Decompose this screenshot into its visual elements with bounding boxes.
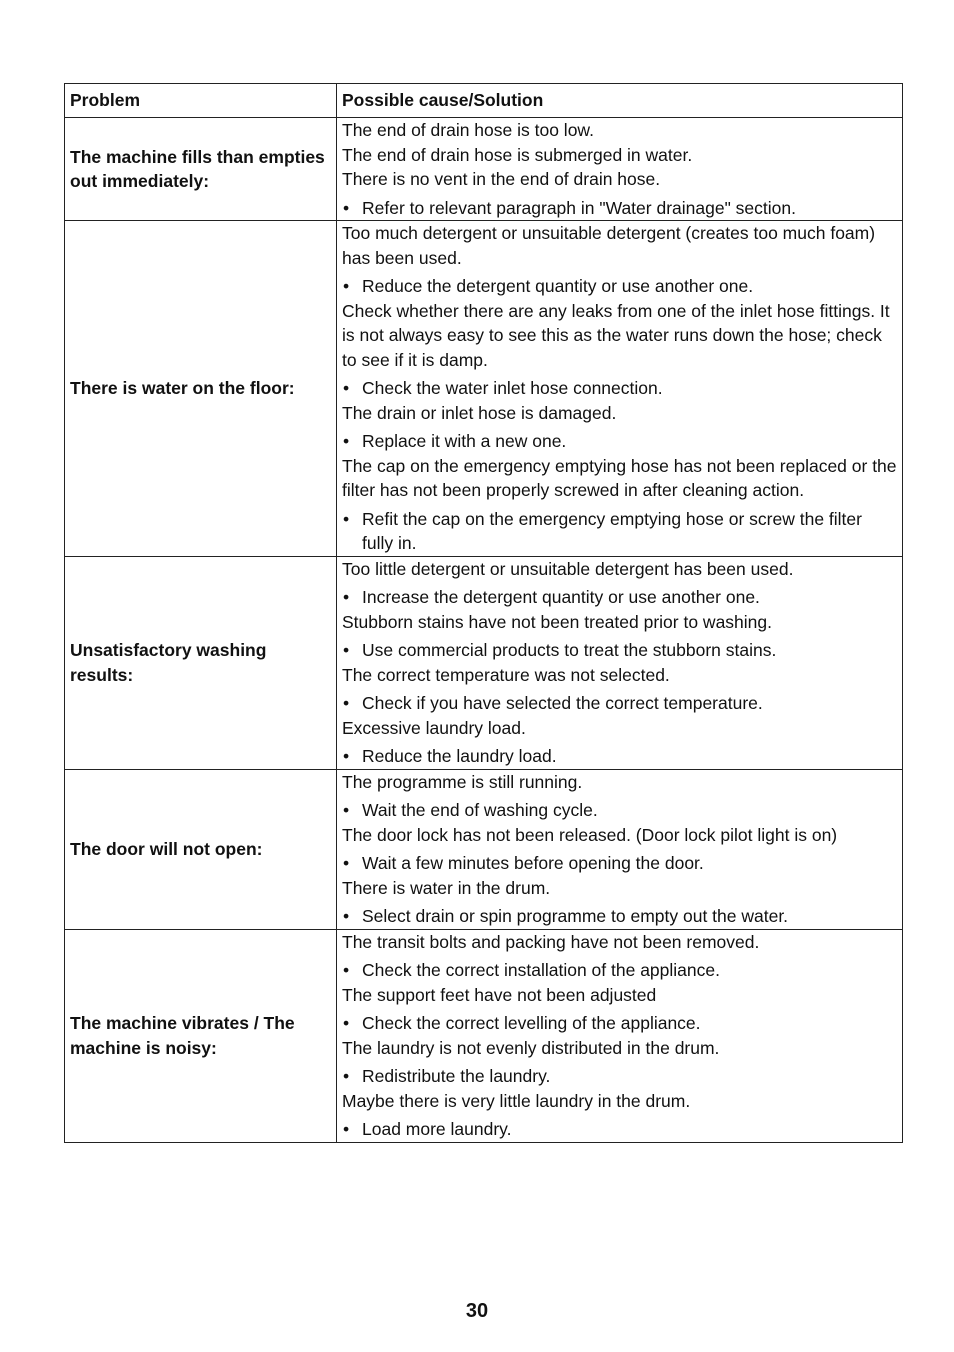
cause-text: The end of drain hose is too low. — [342, 120, 594, 140]
solution-bullet: • Use commercial products to treat the stubborn stains. — [342, 638, 897, 663]
page-number: 30 — [465, 1300, 489, 1322]
solution-cell — [337, 929, 903, 1142]
solution-bullet: • Redistribute the laundry. — [342, 1064, 897, 1089]
solution-cell — [337, 769, 903, 929]
solution-bullet: • Check the correct installation of the appliance. — [342, 958, 897, 983]
solution-cell — [337, 221, 903, 557]
solution-bullet: • Check the water inlet hose connection. — [342, 376, 897, 401]
cause-text: There is no vent in the end of drain hose. — [342, 169, 661, 189]
header-problem: Problem — [65, 84, 337, 118]
cause-text: The end of drain hose is submerged in water. — [342, 144, 693, 165]
cause-text: The support feet have not been adjusted — [342, 984, 657, 1005]
problem-cell: Unsatisfactory washing results: — [65, 556, 337, 769]
problem-cell: The machine vibrates / The machine is noisy: — [65, 929, 337, 1142]
solution-bullet: • Wait the end of washing cycle. — [342, 798, 897, 823]
table-header-row — [65, 84, 903, 118]
cause-text: The cap on the emergency emptying hose has not been replaced or the filter has not been properly screwed in after cleaning action. — [342, 455, 897, 500]
cause-text: The drain or inlet hose is damaged. — [342, 402, 617, 423]
solution-bullet: • Wait a few minutes before opening the door. — [342, 851, 897, 876]
table-body — [65, 118, 903, 1143]
table-row — [65, 118, 903, 221]
table-row — [65, 221, 903, 557]
cause-text: Stubborn stains have not been treated prior to washing. — [342, 611, 772, 632]
problem-cell: The machine fills than empties out immediately: — [65, 118, 337, 221]
header-solution: Possible cause/Solution — [337, 84, 903, 118]
solution-bullet: • Select drain or spin programme to empty out the water. — [342, 904, 897, 929]
solution-bullet: • Refit the cap on the emergency emptying hose or screw the filter fully in. — [342, 507, 897, 556]
cause-text: The door lock has not been released. (Door lock pilot light is on) — [342, 824, 838, 845]
cause-text: Check whether there are any leaks from one of the inlet hose fittings. It is not always easy to see this as the water runs down the hose; check to see if it is damp. — [342, 300, 890, 370]
troubleshooting-table — [64, 83, 903, 1143]
solution-cell — [337, 118, 903, 221]
cause-text: Too much detergent or unsuitable detergent (creates too much foam) has been used. — [342, 223, 876, 268]
table-row — [65, 929, 903, 1142]
cause-text: Excessive laundry load. — [342, 717, 526, 738]
cause-text: The transit bolts and packing have not been removed. — [342, 931, 760, 952]
solution-cell — [337, 556, 903, 769]
cause-text: The programme is still running. — [342, 771, 583, 792]
solution-bullet: • Increase the detergent quantity or use another one. — [342, 585, 897, 610]
solution-bullet: • Replace it with a new one. — [342, 429, 897, 454]
solution-bullet: • Check if you have selected the correct temperature. — [342, 691, 897, 716]
cause-text: There is water in the drum. — [342, 877, 551, 898]
cause-text: The correct temperature was not selected. — [342, 664, 670, 685]
cause-text: Maybe there is very little laundry in the drum. — [342, 1090, 691, 1111]
table-row — [65, 769, 903, 929]
solution-bullet: • Load more laundry. — [342, 1117, 897, 1142]
solution-bullet: • Reduce the laundry load. — [342, 744, 897, 769]
solution-bullet: • Reduce the detergent quantity or use another one. — [342, 274, 897, 299]
cause-text: The laundry is not evenly distributed in the drum. — [342, 1037, 720, 1058]
cause-text: Too little detergent or unsuitable detergent has been used. — [342, 558, 794, 579]
problem-cell: There is water on the floor: — [65, 221, 337, 557]
problem-cell: The door will not open: — [65, 769, 337, 929]
solution-bullet: • Check the correct levelling of the appliance. — [342, 1011, 897, 1036]
table-row — [65, 556, 903, 769]
solution-bullet: • Refer to relevant paragraph in "Water drainage" section. — [342, 196, 897, 221]
